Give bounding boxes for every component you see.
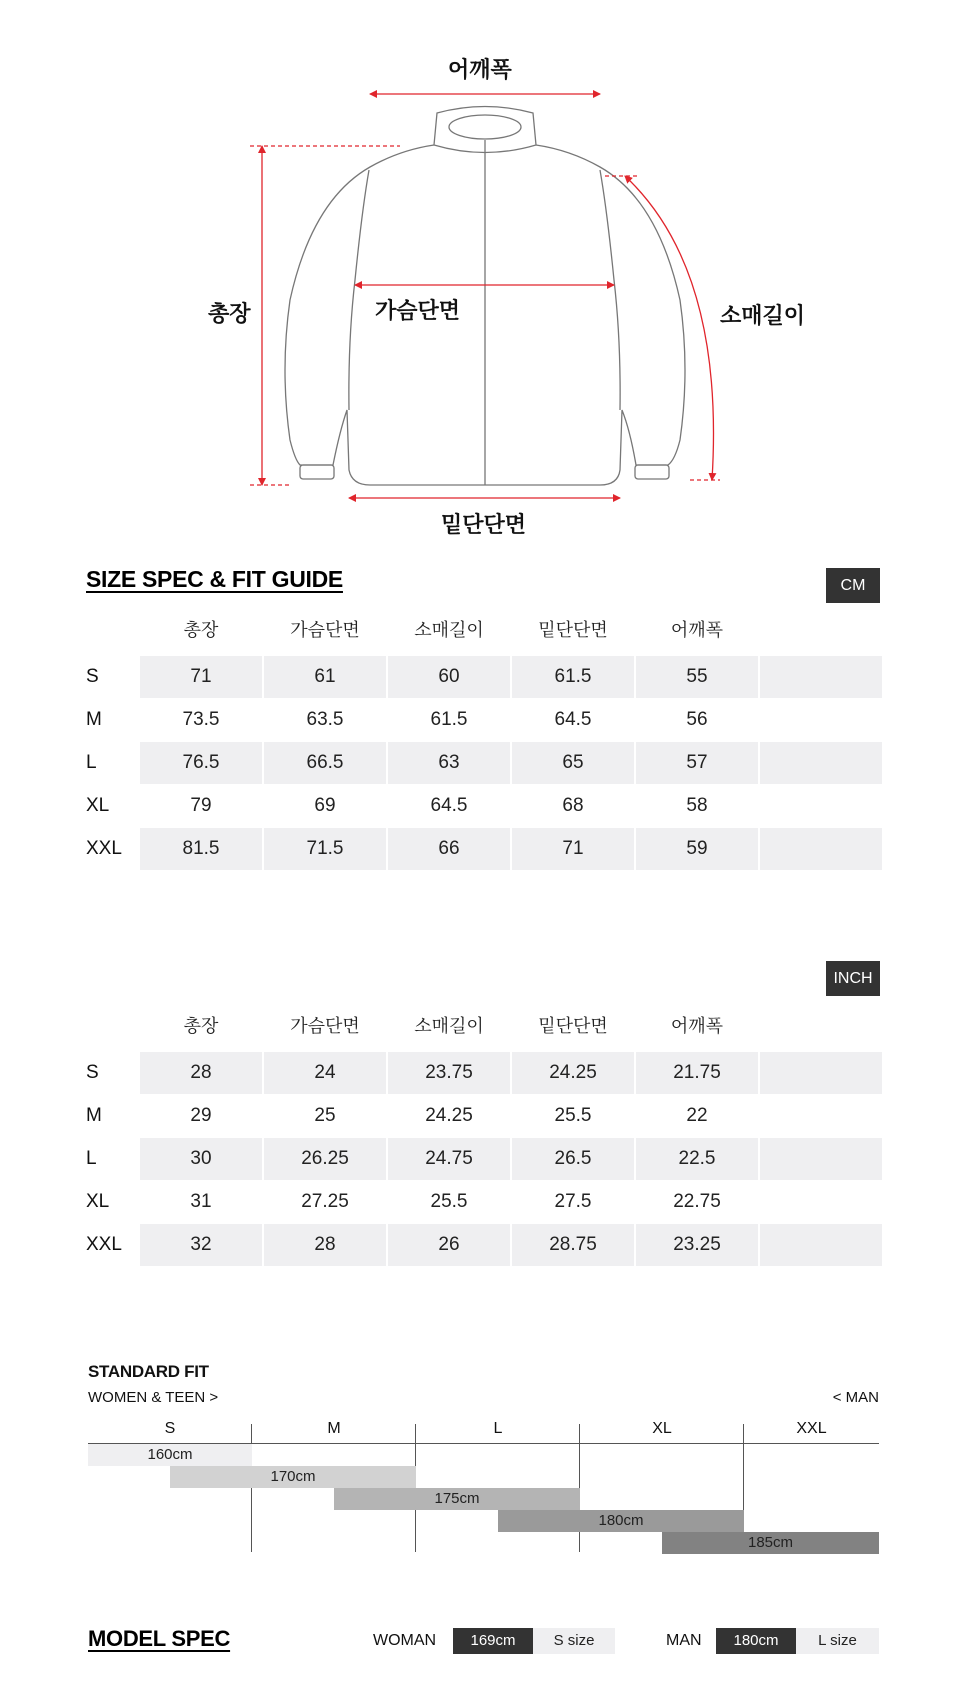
table-cell: 55 <box>636 656 758 698</box>
table-cell: 71 <box>140 656 262 698</box>
inch-unit-badge: INCH <box>826 961 880 996</box>
fit-size-l: L <box>493 1420 503 1437</box>
table-cell: 69 <box>314 795 336 816</box>
inch-size-table <box>86 1012 881 1272</box>
woman-label: WOMAN <box>373 1632 437 1649</box>
table-cell: 21.75 <box>636 1052 758 1094</box>
sleeve-length-label: 소매길이 <box>720 304 806 329</box>
chest-width-label: 가슴단면 <box>375 299 461 324</box>
table-row <box>86 1181 881 1223</box>
table-cell: 79 <box>190 795 212 816</box>
size-label: S <box>86 666 99 687</box>
table-cell: 81.5 <box>140 828 262 870</box>
standard-fit-title: STANDARD FIT <box>88 1362 209 1381</box>
table-row <box>86 1052 881 1094</box>
table-cell <box>760 656 882 698</box>
table-cell: 61.5 <box>430 709 468 730</box>
size-label: M <box>86 709 102 730</box>
table-cell: 58 <box>686 795 708 816</box>
table-cell: 24.25 <box>425 1105 473 1126</box>
table-row <box>86 699 881 741</box>
table-cell: 25 <box>314 1105 336 1126</box>
size-label: L <box>86 752 97 773</box>
table-cell: 59 <box>636 828 758 870</box>
table-cell: 25.5 <box>430 1191 468 1212</box>
table-cell: 71 <box>512 828 634 870</box>
table-cell: 66 <box>388 828 510 870</box>
women-teen-label: WOMEN & TEEN > <box>88 1389 219 1406</box>
table-cell: 63 <box>388 742 510 784</box>
column-header: 밑단단면 <box>538 1016 608 1037</box>
table-cell: 31 <box>190 1191 212 1212</box>
column-header: 소매길이 <box>414 1016 484 1037</box>
table-cell <box>760 699 882 741</box>
size-label: L <box>86 1148 97 1169</box>
table-cell <box>760 1138 882 1180</box>
table-cell: 26.5 <box>512 1138 634 1180</box>
table-cell: 76.5 <box>140 742 262 784</box>
table-cell: 65 <box>512 742 634 784</box>
size-label: XXL <box>86 1234 122 1255</box>
column-header: 어깨폭 <box>670 620 724 641</box>
table-cell <box>760 1181 882 1223</box>
man-height-badge: 180cm <box>716 1628 796 1654</box>
total-length-label: 총장 <box>208 302 251 327</box>
table-cell: 22.75 <box>673 1191 721 1212</box>
table-cell: 56 <box>686 709 708 730</box>
table-cell: 24.75 <box>388 1138 510 1180</box>
measurement-diagram <box>0 0 960 545</box>
shoulder-width-label: 어깨폭 <box>448 58 512 83</box>
table-cell: 64.5 <box>554 709 592 730</box>
fit-size-m: M <box>327 1420 341 1437</box>
table-cell: 27.25 <box>301 1191 349 1212</box>
table-cell: 57 <box>636 742 758 784</box>
fit-bar-185: 185cm <box>662 1532 879 1554</box>
column-header: 총장 <box>183 1016 219 1037</box>
table-cell: 66.5 <box>264 742 386 784</box>
fit-bar-160: 160cm <box>88 1444 252 1466</box>
table-cell <box>760 828 882 870</box>
column-header: 밑단단면 <box>538 620 608 641</box>
table-cell <box>760 1052 882 1094</box>
table-cell: 22 <box>686 1105 708 1126</box>
table-cell: 61.5 <box>512 656 634 698</box>
table-row <box>86 828 881 870</box>
table-cell: 23.75 <box>388 1052 510 1094</box>
model-spec-title: MODEL SPEC <box>88 1626 231 1651</box>
table-cell: 32 <box>140 1224 262 1266</box>
table-row <box>86 1095 881 1137</box>
table-row <box>86 1224 881 1266</box>
table-cell: 26.25 <box>264 1138 386 1180</box>
man-model-label: MAN <box>666 1632 702 1649</box>
column-header: 총장 <box>183 620 219 641</box>
table-cell <box>760 1095 882 1137</box>
size-label: XXL <box>86 838 122 859</box>
man-label: < MAN <box>832 1389 879 1406</box>
fit-size-xxl: XXL <box>796 1420 827 1437</box>
size-label: S <box>86 1062 99 1083</box>
size-spec-title: SIZE SPEC & FIT GUIDE <box>86 566 343 592</box>
table-cell: 22.5 <box>636 1138 758 1180</box>
table-cell: 29 <box>190 1105 212 1126</box>
table-row <box>86 742 881 784</box>
table-cell: 26 <box>388 1224 510 1266</box>
table-cell: 73.5 <box>182 709 220 730</box>
table-row <box>86 785 881 827</box>
fit-bar-175: 175cm <box>334 1488 580 1510</box>
table-row <box>86 1138 881 1180</box>
fit-bar-180: 180cm <box>498 1510 744 1532</box>
table-cell: 64.5 <box>430 795 468 816</box>
fit-size-s: S <box>164 1420 176 1437</box>
table-cell: 28.75 <box>512 1224 634 1266</box>
table-cell <box>760 1224 882 1266</box>
table-cell: 27.5 <box>554 1191 592 1212</box>
cm-size-table <box>86 616 881 876</box>
size-label: XL <box>86 795 110 816</box>
woman-size-badge: S size <box>533 1628 615 1654</box>
table-cell: 25.5 <box>554 1105 592 1126</box>
fit-size-xl: XL <box>652 1420 672 1437</box>
column-header: 어깨폭 <box>670 1016 724 1037</box>
cm-unit-badge: CM <box>826 568 880 603</box>
column-header: 가슴단면 <box>290 620 360 641</box>
table-cell: 63.5 <box>306 709 344 730</box>
table-cell <box>760 742 882 784</box>
table-cell: 61 <box>264 656 386 698</box>
column-header: 가슴단면 <box>290 1016 360 1037</box>
hem-width-label: 밑단단면 <box>441 513 527 538</box>
man-size-badge: L size <box>796 1628 879 1654</box>
column-header: 소매길이 <box>414 620 484 641</box>
table-cell: 71.5 <box>264 828 386 870</box>
table-cell: 24.25 <box>512 1052 634 1094</box>
fit-bar-170: 170cm <box>170 1466 416 1488</box>
table-cell: 28 <box>264 1224 386 1266</box>
size-label: M <box>86 1105 102 1126</box>
table-cell: 30 <box>140 1138 262 1180</box>
table-cell: 68 <box>562 795 584 816</box>
woman-height-badge: 169cm <box>453 1628 533 1654</box>
table-cell <box>760 785 882 827</box>
size-label: XL <box>86 1191 110 1212</box>
table-cell: 60 <box>388 656 510 698</box>
table-cell: 28 <box>140 1052 262 1094</box>
table-cell: 24 <box>264 1052 386 1094</box>
table-cell: 23.25 <box>636 1224 758 1266</box>
table-row <box>86 656 881 698</box>
